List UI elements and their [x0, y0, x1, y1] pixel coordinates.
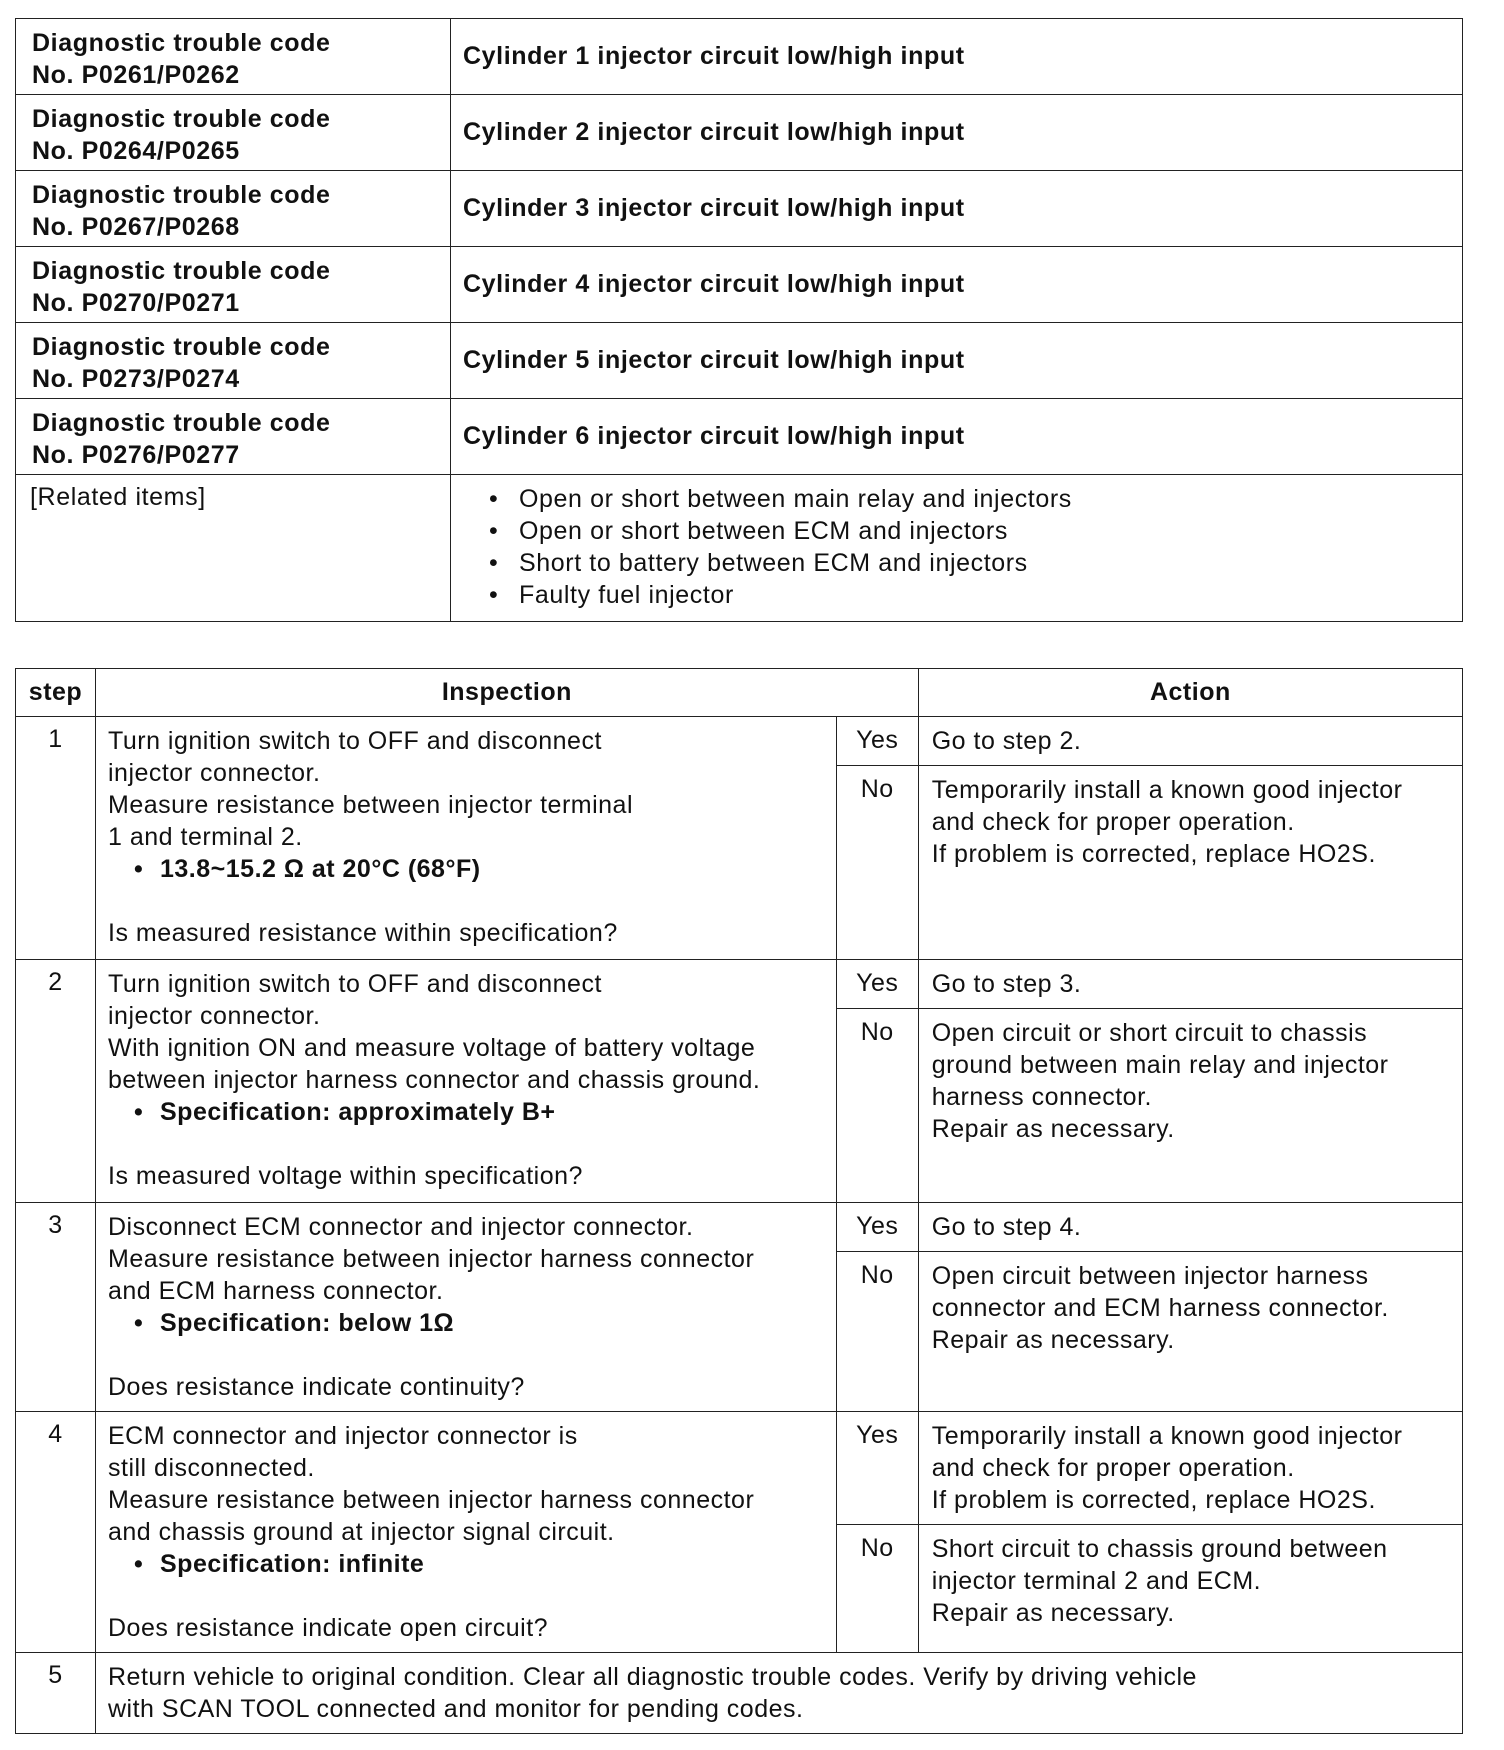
yes-label: Yes: [836, 1203, 918, 1252]
inspection-text: Turn ignition switch to OFF and disconnect injector connector. With ignition ON and measure voltage of battery voltage between injector harness connector and chassis ground. • Specification: approximately B+ Is measured voltage within specification?: [96, 960, 837, 1203]
header-inspection: Inspection: [96, 669, 919, 717]
step-row: [16, 960, 1463, 1009]
list-item: • Open or short between ECM and injectors: [489, 515, 1448, 547]
no-label: No: [836, 1009, 918, 1203]
yes-label: Yes: [836, 960, 918, 1009]
no-label: No: [836, 1252, 918, 1412]
specification: • Specification: infinite: [108, 1548, 824, 1580]
inspection-question: Is measured voltage within specification?: [108, 1162, 583, 1190]
dtc-description: Cylinder 3 injector circuit low/high input: [451, 171, 1463, 247]
specification: • Specification: approximately B+: [108, 1096, 824, 1128]
dtc-code-cell: Diagnostic trouble code No. P0261/P0262: [16, 19, 451, 95]
dtc-row: [16, 399, 1463, 475]
dtc-code-cell: Diagnostic trouble code No. P0270/P0271: [16, 247, 451, 323]
yes-action: Temporarily install a known good injector and check for proper operation. If problem is corrected, replace HO2S.: [918, 1412, 1462, 1525]
yes-action: Go to step 3.: [918, 960, 1462, 1009]
step-row: [16, 717, 1463, 766]
dtc-description: Cylinder 6 injector circuit low/high input: [451, 399, 1463, 475]
dtc-description: Cylinder 2 injector circuit low/high input: [451, 95, 1463, 171]
dtc-code-cell: Diagnostic trouble code No. P0264/P0265: [16, 95, 451, 171]
no-label: No: [836, 1525, 918, 1653]
specification: • 13.8~15.2 Ω at 20°C (68°F): [108, 853, 824, 885]
dtc-code-cell: Diagnostic trouble code No. P0276/P0277: [16, 399, 451, 475]
dtc-row: [16, 323, 1463, 399]
related-items-row: [16, 475, 1463, 622]
no-action: Temporarily install a known good injector and check for proper operation. If problem is corrected, replace HO2S.: [918, 766, 1462, 960]
step-number: 1: [16, 717, 96, 960]
yes-label: Yes: [836, 717, 918, 766]
dtc-table: [15, 18, 1463, 622]
inspection-question: Does resistance indicate open circuit?: [108, 1614, 549, 1642]
dtc-description: Cylinder 4 injector circuit low/high input: [451, 247, 1463, 323]
yes-label: Yes: [836, 1412, 918, 1525]
list-item: • Short to battery between ECM and injectors: [489, 547, 1448, 579]
dtc-code-cell: Diagnostic trouble code No. P0267/P0268: [16, 171, 451, 247]
yes-action: Go to step 4.: [918, 1203, 1462, 1252]
list-item: • Open or short between main relay and injectors: [489, 483, 1448, 515]
specification: • Specification: below 1Ω: [108, 1307, 824, 1339]
inspection-text: Disconnect ECM connector and injector connector. Measure resistance between injector harness connector and ECM harness connector. • Specification: below 1Ω Does resistance indicate continuity?: [96, 1203, 837, 1412]
no-action: Open circuit between injector harness connector and ECM harness connector. Repair as necessary.: [918, 1252, 1462, 1412]
step-number: 2: [16, 960, 96, 1203]
dtc-row: [16, 247, 1463, 323]
final-step-text: Return vehicle to original condition. Clear all diagnostic trouble codes. Verify by driving vehicle with SCAN TOOL connected and monitor for pending codes.: [96, 1653, 1463, 1734]
inspection-question: Does resistance indicate continuity?: [108, 1373, 525, 1401]
header-action: Action: [918, 669, 1462, 717]
dtc-row: [16, 19, 1463, 95]
dtc-row: [16, 95, 1463, 171]
no-action: Open circuit or short circuit to chassis ground between main relay and injector harness connector. Repair as necessary.: [918, 1009, 1462, 1203]
inspection-text: ECM connector and injector connector is still disconnected. Measure resistance between injector harness connector and chassis ground at injector signal circuit. • Specification: infinite Does resistance indicate open circuit?: [96, 1412, 837, 1653]
dtc-code-cell: Diagnostic trouble code No. P0273/P0274: [16, 323, 451, 399]
list-item: • Faulty fuel injector: [489, 579, 1448, 611]
dtc-row: [16, 171, 1463, 247]
inspection-question: Is measured resistance within specification?: [108, 919, 618, 947]
dtc-description: Cylinder 5 injector circuit low/high input: [451, 323, 1463, 399]
inspection-table: [15, 668, 1463, 1734]
step-number: 5: [16, 1653, 96, 1734]
dtc-description: Cylinder 1 injector circuit low/high input: [451, 19, 1463, 95]
header-step: step: [16, 669, 96, 717]
yes-action: Go to step 2.: [918, 717, 1462, 766]
no-action: Short circuit to chassis ground between injector terminal 2 and ECM. Repair as necessary.: [918, 1525, 1462, 1653]
related-items-list: [451, 475, 1463, 622]
step-row: [16, 1203, 1463, 1252]
related-items-label: [Related items]: [16, 475, 451, 622]
inspection-text: Turn ignition switch to OFF and disconnect injector connector. Measure resistance between injector terminal 1 and terminal 2. • 13.8~15.2 Ω at 20°C (68°F) Is measured resistance within specification?: [96, 717, 837, 960]
step-number: 3: [16, 1203, 96, 1412]
final-step-row: [16, 1653, 1463, 1734]
step-number: 4: [16, 1412, 96, 1653]
no-label: No: [836, 766, 918, 960]
table-header-row: [16, 669, 1463, 717]
step-row: [16, 1412, 1463, 1525]
